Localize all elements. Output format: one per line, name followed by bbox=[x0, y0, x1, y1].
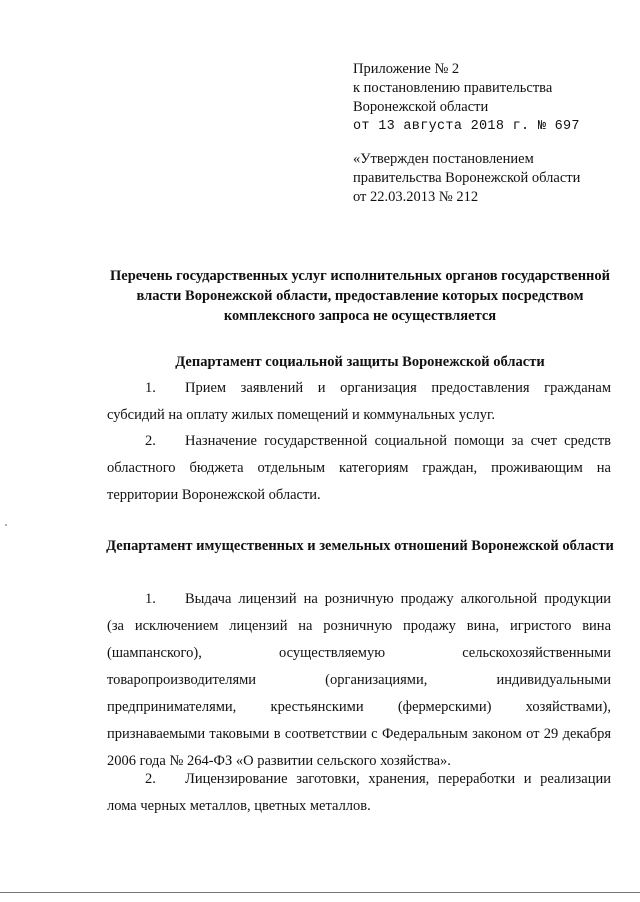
list-item bbox=[107, 586, 611, 775]
item-number: 2. bbox=[145, 771, 156, 787]
item-number: 1. bbox=[145, 380, 156, 396]
approval-note bbox=[353, 150, 623, 207]
list-item bbox=[107, 375, 611, 429]
item-text: Прием заявлений и организация предоставления гражданам субсидий на оплату жилых помещений и коммунальных услуг. bbox=[107, 380, 611, 423]
item-text: Назначение государственной социальной помощи за счет средств областного бюджета отдельным категориям граждан, проживающим на территории Воронежской области. bbox=[107, 433, 611, 503]
approval-line-2: правительства Воронежской области bbox=[353, 170, 581, 186]
annex-header bbox=[353, 60, 623, 136]
item-number: 2. bbox=[145, 433, 156, 449]
annex-line-1: Приложение № 2 bbox=[353, 61, 460, 77]
item-text: Выдача лицензий на розничную продажу алкогольной продукции (за исключением лицензий на розничную продажу вина, игристого вина (шампанского), осуществляемую сельскохозяйственными товаропроизводителями (организациями, индивидуальными предпринимателями, крестьянскими (фермерскими) хозяйствами), признаваемыми таковыми в соответствии с Федеральным законом от 29 декабря 2006 года № 264-ФЗ «О развитии сельского хозяйства». bbox=[107, 591, 611, 769]
department-title: Департамент социальной защиты Воронежской области bbox=[175, 354, 545, 370]
item-number: 1. bbox=[145, 591, 156, 607]
list-item bbox=[107, 766, 611, 820]
annex-line-3: Воронежской области bbox=[353, 99, 489, 115]
document-title: Перечень государственных услуг исполнительных органов государственной власти Воронежской области, предоставление которых посредством комплексного запроса не осуществляется bbox=[109, 268, 611, 324]
list-item bbox=[107, 428, 611, 509]
approval-line-1: «Утвержден постановлением bbox=[353, 151, 534, 167]
item-text: Лицензирование заготовки, хранения, переработки и реализации лома черных металлов, цветных металлов. bbox=[107, 771, 611, 814]
approval-line-3: от 22.03.2013 № 212 bbox=[353, 189, 479, 205]
page-bottom-edge bbox=[0, 892, 640, 893]
department-title: Департамент имущественных и земельных отношений Воронежской области bbox=[106, 538, 614, 554]
annex-date-line: от 13 августа 2018 г. № 697 bbox=[353, 119, 580, 134]
scan-speck bbox=[5, 524, 7, 526]
annex-line-2: к постановлению правительства bbox=[353, 80, 553, 96]
